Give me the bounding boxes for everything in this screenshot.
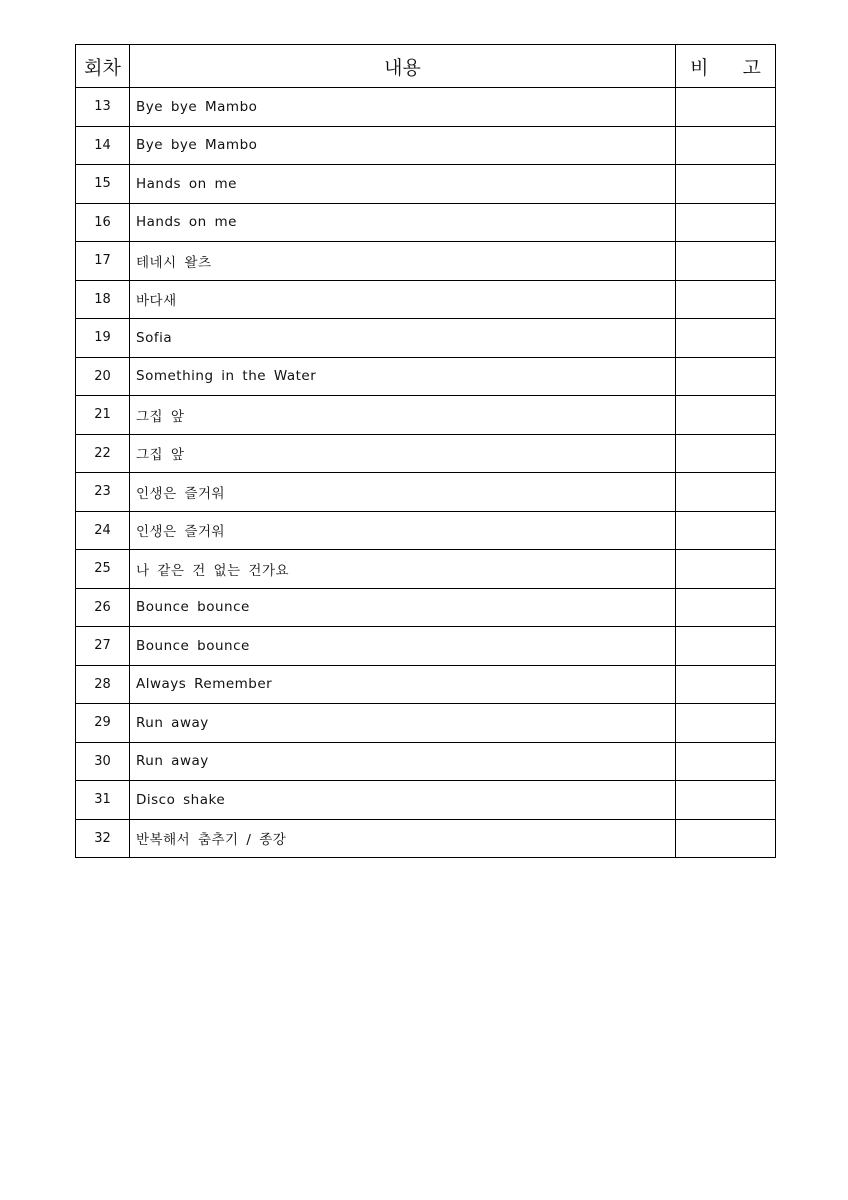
table-row <box>76 280 776 319</box>
table-row <box>76 165 776 204</box>
row-note <box>676 126 776 165</box>
row-content: Hands on me <box>130 203 676 242</box>
table-row <box>76 627 776 666</box>
row-content: 그집 앞 <box>130 434 676 473</box>
row-note <box>676 781 776 820</box>
row-session-number: 31 <box>76 781 130 820</box>
row-note <box>676 203 776 242</box>
row-content: Bye bye Mambo <box>130 126 676 165</box>
table-row <box>76 742 776 781</box>
row-note <box>676 434 776 473</box>
row-note <box>676 165 776 204</box>
header-note <box>676 45 776 88</box>
row-session-number: 19 <box>76 319 130 358</box>
row-note <box>676 88 776 127</box>
row-content: 반복해서 춤추기 / 종강 <box>130 819 676 858</box>
row-content: Bye bye Mambo <box>130 88 676 127</box>
table-row <box>76 396 776 435</box>
row-session-number: 25 <box>76 550 130 589</box>
row-content: 그집 앞 <box>130 396 676 435</box>
row-content: 테네시 왈츠 <box>130 242 676 281</box>
row-session-number: 27 <box>76 627 130 666</box>
row-content: 인생은 즐거워 <box>130 473 676 512</box>
row-session-number: 16 <box>76 203 130 242</box>
row-session-number: 21 <box>76 396 130 435</box>
row-session-number: 17 <box>76 242 130 281</box>
row-note <box>676 819 776 858</box>
table-row <box>76 704 776 743</box>
row-note <box>676 242 776 281</box>
row-session-number: 13 <box>76 88 130 127</box>
row-session-number: 26 <box>76 588 130 627</box>
table-row <box>76 88 776 127</box>
row-note <box>676 396 776 435</box>
table-row <box>76 434 776 473</box>
row-content: Sofia <box>130 319 676 358</box>
table-row <box>76 819 776 858</box>
schedule-table <box>75 44 776 858</box>
row-session-number: 22 <box>76 434 130 473</box>
row-session-number: 20 <box>76 357 130 396</box>
row-session-number: 23 <box>76 473 130 512</box>
row-content: Run away <box>130 742 676 781</box>
row-note <box>676 280 776 319</box>
row-content: Always Remember <box>130 665 676 704</box>
row-note <box>676 588 776 627</box>
row-note <box>676 319 776 358</box>
table-row <box>76 242 776 281</box>
table-row <box>76 550 776 589</box>
table-row <box>76 357 776 396</box>
header-session: 회차 <box>76 45 130 88</box>
table-row <box>76 126 776 165</box>
row-note <box>676 665 776 704</box>
row-session-number: 15 <box>76 165 130 204</box>
row-note <box>676 511 776 550</box>
row-content: 나 같은 건 없는 건가요 <box>130 550 676 589</box>
row-note <box>676 550 776 589</box>
table-row <box>76 665 776 704</box>
table-row <box>76 588 776 627</box>
header-note-label: 비 고 <box>690 56 775 79</box>
table-row <box>76 203 776 242</box>
row-session-number: 18 <box>76 280 130 319</box>
row-session-number: 24 <box>76 511 130 550</box>
row-content: Bounce bounce <box>130 588 676 627</box>
row-content: Hands on me <box>130 165 676 204</box>
table-row <box>76 319 776 358</box>
row-content: Bounce bounce <box>130 627 676 666</box>
table-body <box>76 88 776 858</box>
header-content: 내용 <box>130 45 676 88</box>
row-note <box>676 627 776 666</box>
row-content: Disco shake <box>130 781 676 820</box>
table-header-row <box>76 45 776 88</box>
table-row <box>76 511 776 550</box>
row-note <box>676 473 776 512</box>
row-note <box>676 742 776 781</box>
row-session-number: 30 <box>76 742 130 781</box>
row-session-number: 14 <box>76 126 130 165</box>
row-content: 바다새 <box>130 280 676 319</box>
table-row <box>76 781 776 820</box>
row-session-number: 28 <box>76 665 130 704</box>
row-content: Something in the Water <box>130 357 676 396</box>
table-row <box>76 473 776 512</box>
row-note <box>676 704 776 743</box>
row-content: 인생은 즐거워 <box>130 511 676 550</box>
row-session-number: 29 <box>76 704 130 743</box>
row-session-number: 32 <box>76 819 130 858</box>
row-note <box>676 357 776 396</box>
row-content: Run away <box>130 704 676 743</box>
